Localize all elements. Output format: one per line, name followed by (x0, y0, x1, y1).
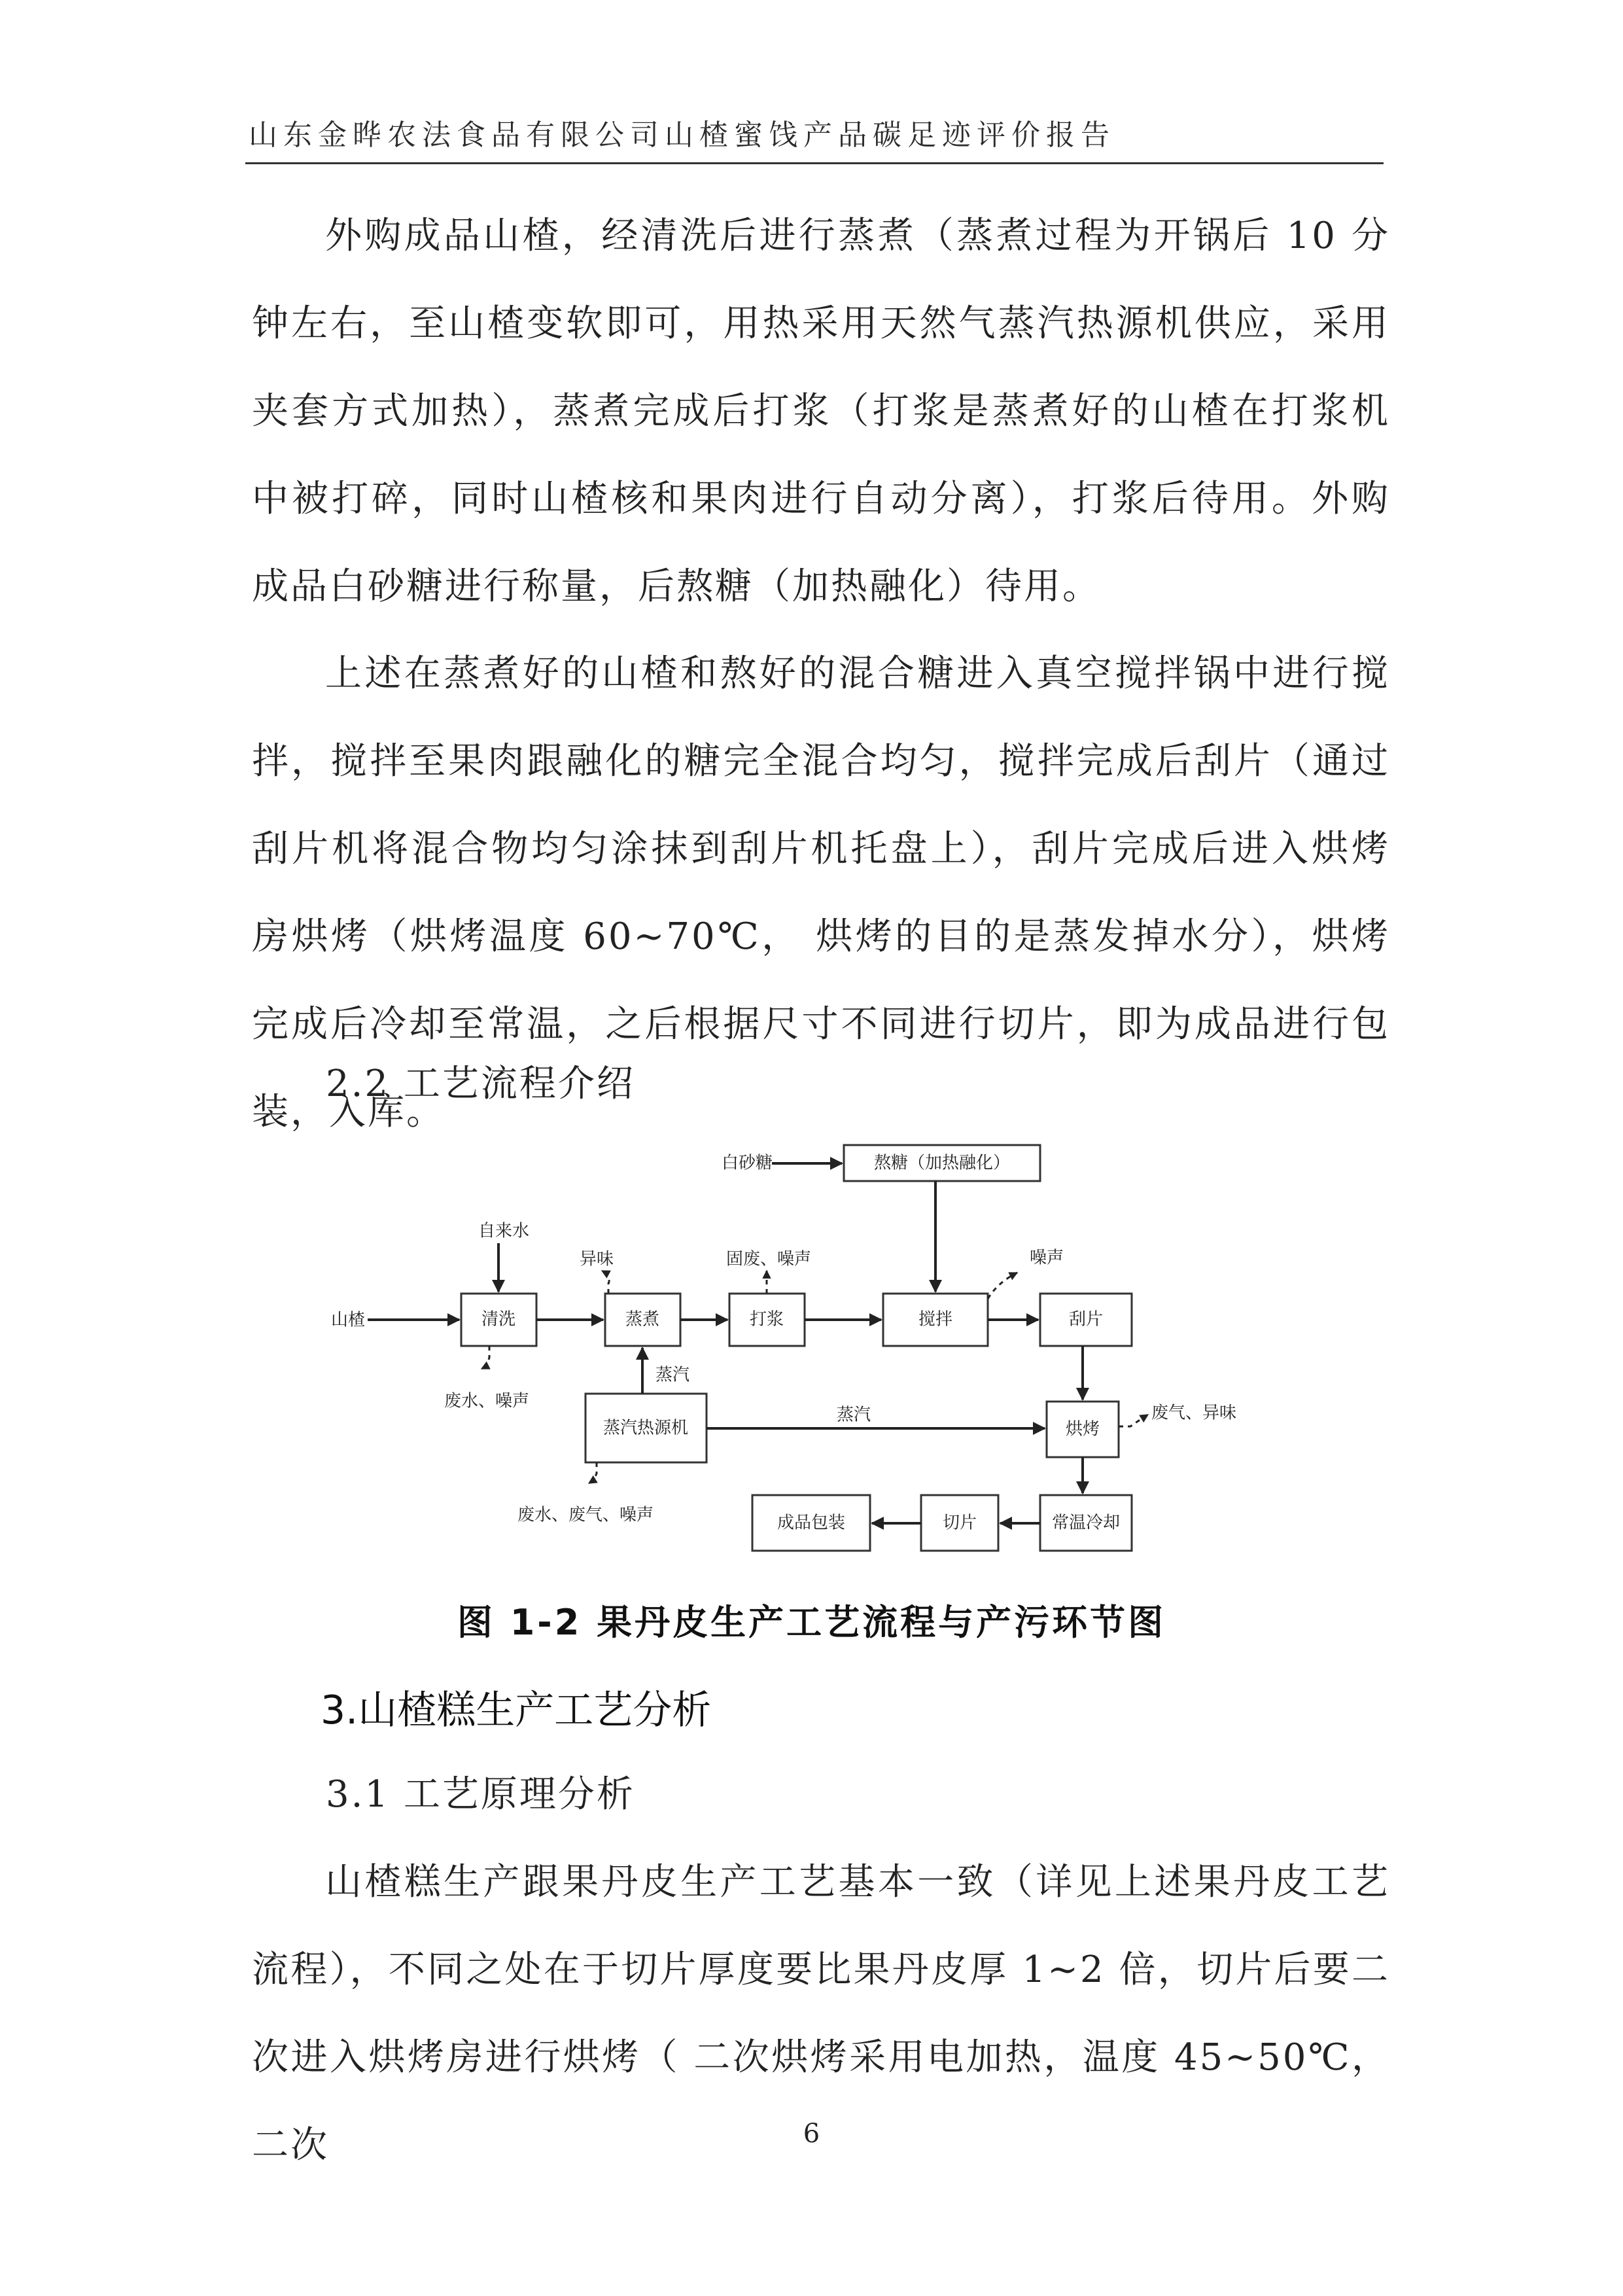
node-guapian (1040, 1294, 1132, 1346)
node-aotang (844, 1145, 1040, 1181)
node-chengpin-baozhuang (752, 1495, 870, 1551)
dash-zhengzhu-yiwei (602, 1271, 609, 1294)
header-rule (245, 162, 1384, 164)
dash-reyuanji-feishui (589, 1462, 597, 1483)
emission-feishui-feiqi-zaosheng: 废水、废气、噪声 (517, 1505, 654, 1525)
node-qiepian (921, 1495, 998, 1551)
svg-text:成品包装: 成品包装 (777, 1513, 846, 1533)
node-qingxi (461, 1294, 536, 1346)
svg-text:蒸汽热源机: 蒸汽热源机 (602, 1418, 689, 1438)
page-number: 6 (803, 2119, 820, 2149)
svg-text:打浆: 打浆 (749, 1309, 784, 1330)
paragraph-process-1: 外购成品山楂，经清洗后进行蒸煮（蒸煮过程为开锅后 10 分钟左右，至山楂变软即可，用热采用天然气蒸汽热源机供应，采用夹套方式加热），蒸煮完成后打浆（打浆是蒸煮好的山楂在打浆机中被打碎，同时山楂核和果肉进行自动分离），打浆后待用。外购成品白砂糖进行称量，后熬糖（加热融化）待用。 (252, 215, 1390, 608)
paragraph-process-2: 上述在蒸煮好的山楂和熬好的混合糖进入真空搅拌锅中进行搅拌，搅拌至果肉跟融化的糖完全混合均匀，搅拌完成后刮片（通过刮片机将混合物均匀涂抹到刮片机托盘上），刮片完成后进入烘烤房烘烤（烘烤温度 60~70℃， 烘烤的目的是蒸发掉水分），烘烤完成后冷却至常温，之后根据尺寸不同进行切片，即为成品进行包装，入库。 (252, 652, 1390, 1133)
emission-gufei-zaosheng: 固废、噪声 (725, 1249, 812, 1269)
node-jiaoban (883, 1294, 988, 1346)
input-bai-sha-tang: 白砂糖 (721, 1153, 773, 1173)
emission-feishui-zaosheng: 废水、噪声 (444, 1391, 530, 1411)
subheading-3-1: 3.1 工艺原理分析 (326, 1773, 635, 1816)
svg-text:刮片: 刮片 (1068, 1309, 1104, 1330)
figure-caption: 图 1-2 果丹皮生产工艺流程与产污环节图 (457, 1602, 1166, 1643)
emission-feiqi-yiwei: 废气、异味 (1151, 1403, 1237, 1423)
node-changwen-lengque (1040, 1495, 1132, 1551)
label-steam-right: 蒸汽 (836, 1405, 871, 1425)
emission-yiwei: 异味 (579, 1249, 614, 1269)
node-zhengzhu (605, 1294, 680, 1346)
section-3-title: 3.山楂糕生产工艺分析 (321, 1687, 712, 1733)
svg-text:切片: 切片 (942, 1513, 977, 1533)
node-dajiang (729, 1294, 805, 1346)
emission-zaosheng: 噪声 (1029, 1248, 1064, 1268)
svg-text:蒸煮: 蒸煮 (625, 1309, 660, 1330)
process-flowchart (314, 1132, 1237, 1570)
dash-qingxi-feishui (481, 1346, 489, 1369)
svg-text:烘烤: 烘烤 (1065, 1419, 1100, 1439)
dash-jiaoban-zaosheng (988, 1273, 1017, 1299)
paragraph-shanzhagao: 山楂糕生产跟果丹皮生产工艺基本一致（详见上述果丹皮工艺流程），不同之处在于切片厚度要比果丹皮厚 1~2 倍，切片后要二次进入烘烤房进行烘烤（ 二次烘烤采用电加热，温度 45~50℃， 二次 (252, 1861, 1391, 2166)
subheading-2-2: 2.2 工艺流程介绍 (326, 1063, 635, 1105)
running-header: 山东金晔农法食品有限公司山楂蜜饯产品碳足迹评价报告 (249, 118, 1115, 152)
svg-text:常温冷却: 常温冷却 (1051, 1513, 1121, 1533)
label-steam-up: 蒸汽 (655, 1365, 690, 1385)
svg-text:熬糖（加热融化）: 熬糖（加热融化） (873, 1153, 1011, 1173)
node-zhengqi-reyuanji (585, 1394, 707, 1462)
dash-hongkao-feiqi (1119, 1415, 1148, 1426)
input-shanzha: 山楂 (330, 1310, 366, 1330)
svg-text:清洗: 清洗 (481, 1309, 516, 1330)
svg-text:搅拌: 搅拌 (918, 1309, 953, 1330)
input-zilaishui: 自来水 (478, 1221, 530, 1241)
node-hongkao (1047, 1402, 1119, 1457)
